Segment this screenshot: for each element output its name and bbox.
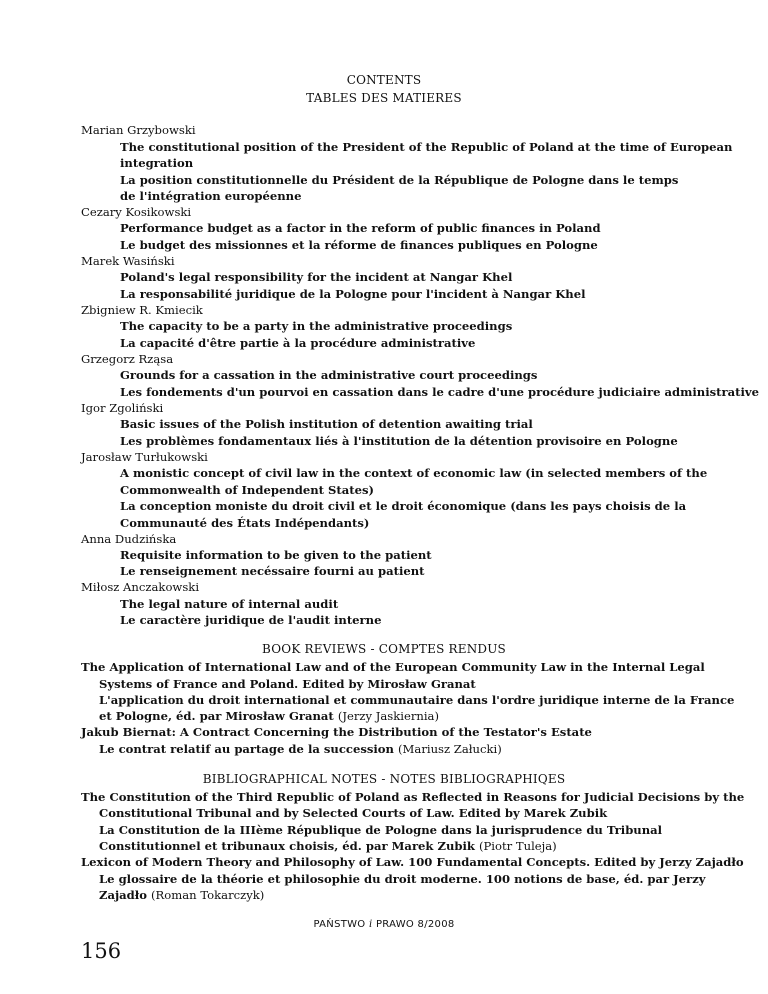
bibliographical-notes-heading: BIBLIOGRAPHICAL NOTES - NOTES BIBLIOGRAPHIQES: [202, 772, 566, 786]
note-title: Constitutionnel et tribunaux choisis, éd. par Marek Zubik: [99, 839, 475, 853]
article-title: A monistic concept of civil law in the context of economic law (in selected members of the: [120, 466, 708, 480]
review-title-line: [99, 742, 502, 757]
page-number: 156: [81, 939, 122, 963]
article-title: integration: [120, 156, 194, 170]
review-title: Le contrat relatif au partage de la succession: [99, 742, 394, 756]
article-title: La capacité d'être partie à la procédure administrative: [120, 336, 476, 350]
article-title: The legal nature of internal audit: [120, 597, 339, 611]
journal-name: PAŃSTWO: [313, 919, 366, 930]
book-reviews-heading: BOOK REVIEWS - COMPTES RENDUS: [262, 642, 506, 656]
article-author: Marek Wasiński: [81, 254, 175, 268]
review-title-line: [99, 709, 439, 724]
note-title: Le glossaire de la théorie et philosophie du droit moderne. 100 notions de base, éd. par Jerzy: [99, 872, 706, 886]
article-title: Le renseignement necéssaire fourni au patient: [120, 564, 425, 578]
note-title: Constitutional Tribunal and by Selected Courts of Law. Edited by Marek Zubik: [99, 806, 608, 820]
review-title: L'application du droit international et communautaire dans l'ordre juridique interne de la France: [99, 693, 735, 707]
article-title: de l'intégration européenne: [120, 189, 302, 203]
article-title: Requisite information to be given to the patient: [120, 548, 432, 562]
article-title: Poland's legal responsibility for the incident at Nangar Khel: [120, 270, 513, 284]
review-title: Jakub Biernat: A Contract Concerning the Distribution of the Testator's Estate: [81, 725, 592, 739]
review-title: et Pologne, éd. par Mirosław Granat: [99, 709, 334, 723]
note-title: La Constitution de la IIIème République de Pologne dans la jurisprudence du Tribunal: [99, 823, 663, 837]
article-title: Communauté des États Indépendants): [120, 516, 370, 530]
article-author: Miłosz Anczakowski: [81, 580, 200, 594]
article-title: Performance budget as a factor in the reform of public finances in Poland: [120, 221, 601, 235]
article-title: The constitutional position of the President of the Republic of Poland at the time of European: [120, 140, 733, 154]
reviewer-name: (Mariusz Załucki): [398, 742, 502, 756]
note-title-line: [99, 888, 264, 903]
article-title: Basic issues of the Polish institution of detention awaiting trial: [120, 417, 533, 431]
note-title: Zajadło: [99, 888, 147, 902]
article-author: Grzegorz Rząsa: [81, 352, 174, 366]
tables-heading: TABLES DES MATIERES: [306, 91, 462, 105]
article-title: Le budget des missionnes et la réforme de finances publiques en Pologne: [120, 238, 598, 252]
reviewer-name: (Roman Tokarczyk): [151, 888, 265, 902]
reviewer-name: (Jerzy Jaskiernia): [337, 709, 439, 723]
article-author: Cezary Kosikowski: [81, 205, 192, 219]
article-author: Marian Grzybowski: [81, 123, 196, 137]
article-title: La position constitutionnelle du Président de la République de Pologne dans le temps: [120, 173, 679, 187]
article-title: Les problèmes fondamentaux liés à l'institution de la détention provisoire en Pologne: [120, 434, 678, 448]
review-title: Systems of France and Poland. Edited by Mirosław Granat: [99, 677, 476, 691]
article-author: Zbigniew R. Kmiecik: [81, 303, 203, 317]
article-title: Commonwealth of Independent States): [120, 483, 375, 497]
note-title: The Constitution of the Third Republic of Poland as Reflected in Reasons for Judicial Decisions by the: [81, 790, 745, 804]
article-title: Grounds for a cassation in the administrative court proceedings: [120, 368, 538, 382]
article-title: The capacity to be a party in the administrative proceedings: [120, 319, 513, 333]
contents-heading: CONTENTS: [346, 73, 422, 87]
article-title: Le caractère juridique de l'audit interne: [120, 613, 382, 627]
review-title: The Application of International Law and of the European Community Law in the Internal Legal: [81, 660, 705, 674]
journal-issue: PRAWO 8/2008: [375, 919, 455, 930]
article-title: Les fondements d'un pourvoi en cassation dans le cadre d'une procédure judiciaire administrative: [120, 385, 760, 399]
article-author: Igor Zgoliński: [81, 401, 164, 415]
journal-name-conjunction: i: [368, 919, 373, 930]
journal-footer: [0, 919, 768, 930]
note-title-line: [99, 839, 557, 854]
article-author: Anna Dudzińska: [81, 532, 177, 546]
article-title: La conception moniste du droit civil et le droit économique (dans les pays choisis de la: [120, 499, 687, 513]
reviewer-name: (Piotr Tuleja): [478, 839, 557, 853]
note-title: Lexicon of Modern Theory and Philosophy of Law. 100 Fundamental Concepts. Edited by Jerzy Zajadło: [81, 855, 744, 869]
article-author: Jarosław Turłukowski: [81, 450, 208, 464]
article-title: La responsabilité juridique de la Pologne pour l'incident à Nangar Khel: [120, 287, 586, 301]
